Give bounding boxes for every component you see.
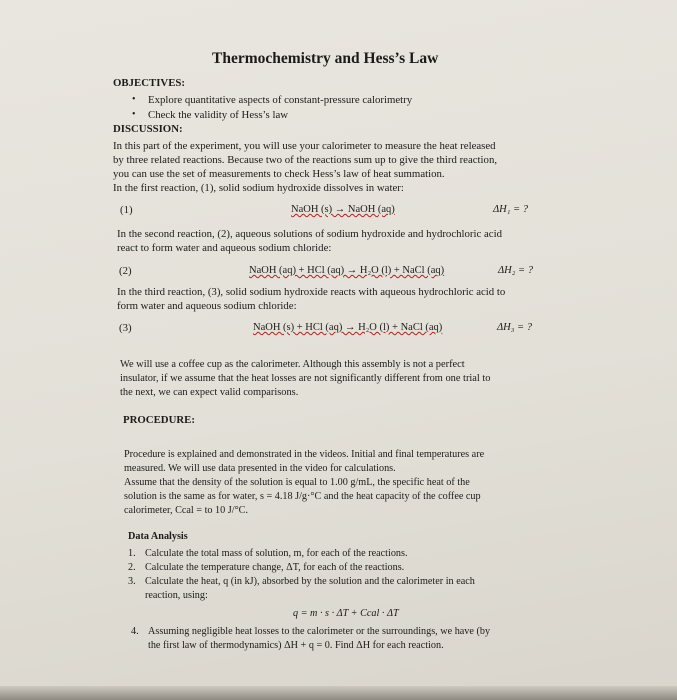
analysis-item-text: reaction, using: <box>145 590 208 601</box>
data-analysis-heading: Data Analysis <box>128 531 188 542</box>
analysis-item-text: Assuming negligible heat losses to the calorimeter or the surroundings, we have (by <box>148 626 491 637</box>
analysis-item-number: 3. <box>128 576 136 587</box>
discussion-line: by three related reactions. Because two of the reactions sum up to give the third reaction, <box>113 154 498 166</box>
reaction-2-enthalpy: ΔH₂ = ? <box>498 265 533 276</box>
discussion-line: In the first reaction, (1), solid sodium hydroxide dissolves in water: <box>113 182 404 194</box>
analysis-item-text: Calculate the total mass of solution, m, for each of the reactions. <box>145 548 408 559</box>
bullet-icon: • <box>132 94 136 105</box>
reaction-2-equation: NaOH (aq) + HCl (aq) → H₂O (l) + NaCl (aq) <box>249 265 445 276</box>
bullet-icon: • <box>132 109 136 120</box>
page-title: Thermochemistry and Hess’s Law <box>212 50 439 67</box>
analysis-item-number: 4. <box>131 626 139 637</box>
objective-item: Explore quantitative aspects of constant-pressure calorimetry <box>148 94 413 106</box>
analysis-item-number: 2. <box>128 562 136 573</box>
reaction-1-enthalpy: ΔH₁ = ? <box>493 204 528 215</box>
discussion-line: In the second reaction, (2), aqueous solutions of sodium hydroxide and hydrochloric acid <box>117 228 502 240</box>
procedure-heading: PROCEDURE: <box>123 414 195 426</box>
reaction-number: (3) <box>119 322 132 334</box>
reaction-3-enthalpy: ΔH₃ = ? <box>497 322 532 333</box>
analysis-item-text: the first law of thermodynamics) ΔH + q = 0. Find ΔH for each reaction. <box>148 640 444 651</box>
objectives-heading: OBJECTIVES: <box>113 77 185 89</box>
page-bottom-shadow <box>0 686 677 700</box>
procedure-line: solution is the same as for water, s = 4.18 J/g·°C and the heat capacity of the coffee cup <box>124 491 481 502</box>
discussion-heading: DISCUSSION: <box>113 123 183 135</box>
procedure-line: measured. We will use data presented in the video for calculations. <box>124 463 396 474</box>
objective-item: Check the validity of Hess’s law <box>148 109 289 121</box>
discussion-line: you can use the set of measurements to check Hess’s law of heat summation. <box>113 168 445 180</box>
heat-formula: q = m · s · ΔT + Ccal · ΔT <box>293 608 399 619</box>
reaction-number: (2) <box>119 265 132 277</box>
reaction-3-equation: NaOH (s) + HCl (aq) → H₂O (l) + NaCl (aq) <box>253 322 443 333</box>
analysis-item-text: Calculate the temperature change, ΔT, for each of the reactions. <box>145 562 405 573</box>
calorimeter-line: We will use a coffee cup as the calorimeter. Although this assembly is not a perfect <box>120 359 465 370</box>
analysis-item-number: 1. <box>128 548 136 559</box>
analysis-item-text: Calculate the heat, q (in kJ), absorbed by the solution and the calorimeter in each <box>145 576 475 587</box>
discussion-line: react to form water and aqueous sodium chloride: <box>117 242 332 254</box>
reaction-number: (1) <box>120 204 133 216</box>
calorimeter-line: insulator, if we assume that the heat losses are not significantly different from one trial to <box>120 373 491 384</box>
calorimeter-line: the next, we can expect valid comparisons. <box>120 387 299 398</box>
procedure-line: Procedure is explained and demonstrated in the videos. Initial and final temperatures are <box>124 449 485 460</box>
reaction-1-equation: NaOH (s) → NaOH (aq) <box>291 204 395 215</box>
discussion-line: In the third reaction, (3), solid sodium hydroxide reacts with aqueous hydrochloric acid to <box>117 286 506 298</box>
procedure-line: Assume that the density of the solution is equal to 1.00 g/mL, the specific heat of the <box>124 477 470 488</box>
discussion-line: In this part of the experiment, you will use your calorimeter to measure the heat released <box>113 140 496 152</box>
procedure-line: calorimeter, Ccal = to 10 J/°C. <box>124 505 248 516</box>
discussion-line: form water and aqueous sodium chloride: <box>117 300 297 312</box>
